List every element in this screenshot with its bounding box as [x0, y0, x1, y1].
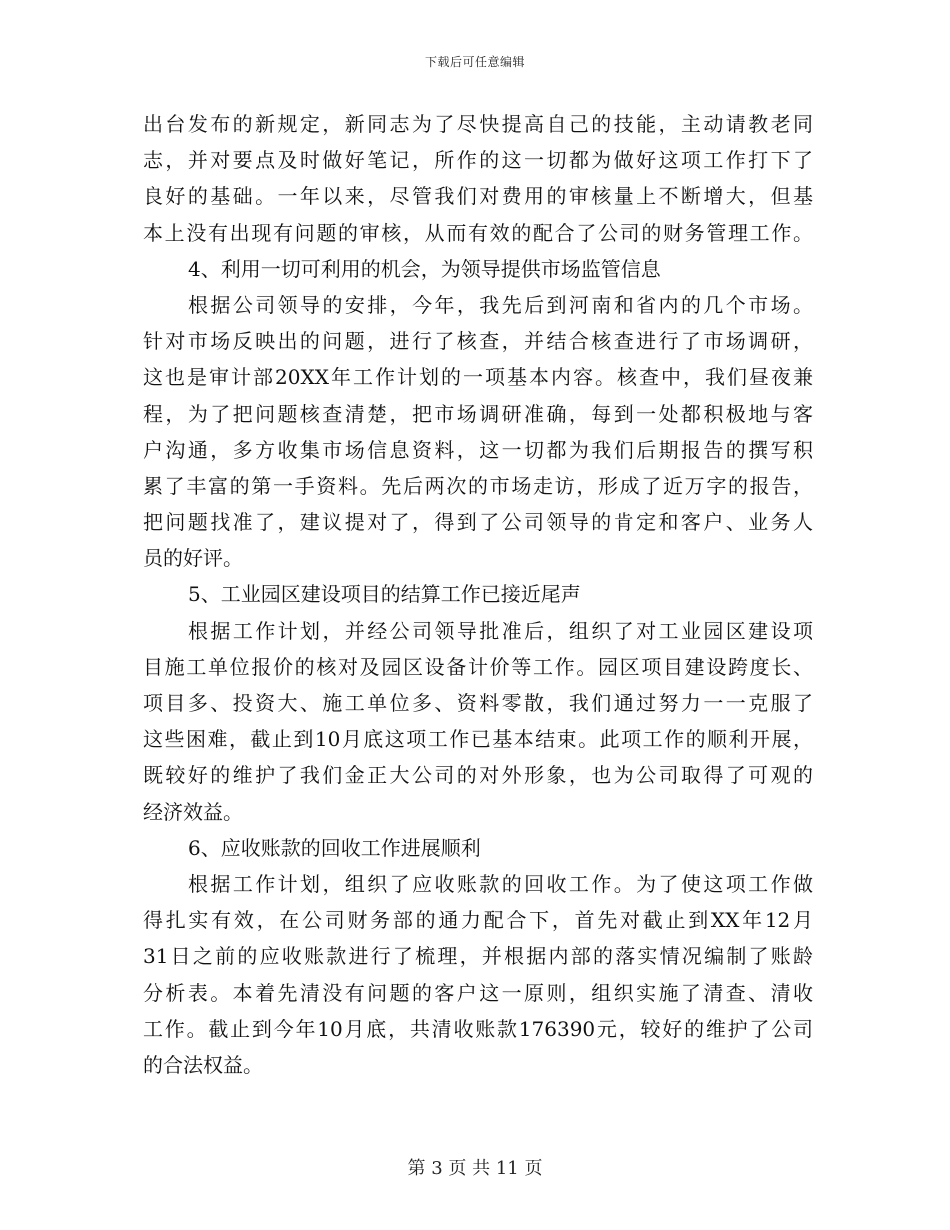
text-line: 程，为了把问题核查清楚，把市场调研准确，每到一处都积极地与客	[143, 401, 813, 426]
text-line: 志，并对要点及时做好笔记，所作的这一切都为做好这项工作打下了	[143, 148, 813, 173]
text-line: 根据工作计划，组织了应收账款的回收工作。为了使这项工作做	[188, 871, 813, 896]
text-line: 经济效益。	[143, 799, 243, 824]
section-heading-4: 4、利用一切可利用的机会，为领导提供市场监管信息	[188, 256, 661, 281]
text-line: 出台发布的新规定，新同志为了尽快提高自己的技能，主动请教老同	[143, 112, 813, 136]
text-line: 31日之前的应收账款进行了梳理，并根据内部的落实情况编制了账龄	[143, 944, 813, 969]
section-heading-5: 5、工业园区建设项目的结算工作已接近尾声	[188, 582, 581, 607]
page-header: 下载后可任意编辑	[424, 55, 525, 69]
page-footer: 第 3 页 共 11 页	[407, 1158, 543, 1179]
text-line: 把问题找准了，建议提对了，得到了公司领导的肯定和客户、业务人	[143, 510, 813, 535]
text-line: 既较好的维护了我们金正大公司的对外形象，也为公司取得了可观的	[143, 763, 813, 788]
text-line: 针对市场反映出的问题，进行了核查，并结合核查进行了市场调研，	[143, 329, 813, 354]
text-line: 的合法权益。	[143, 1052, 263, 1077]
text-line: 累了丰富的第一手资料。先后两次的市场走访，形成了近万字的报告，	[143, 473, 813, 498]
text-line: 这也是审计部20XX年工作计划的一项基本内容。核查中，我们昼夜兼	[143, 365, 813, 390]
text-line: 得扎实有效，在公司财务部的通力配合下，首先对截止到XX年12月	[143, 908, 813, 933]
text-line: 员的好评。	[143, 546, 243, 571]
text-line: 本上没有出现有问题的审核，从而有效的配合了公司的财务管理工作。	[143, 220, 813, 245]
text-line: 项目多、投资大、施工单位多、资料零散，我们通过努力一一克服了	[143, 691, 813, 715]
document-body	[143, 106, 813, 1083]
text-line: 工作。截止到今年10月底，共清收账款176390元，较好的维护了公司	[143, 1016, 813, 1041]
text-line: 分析表。本着先清没有问题的客户这一原则，组织实施了清查、清收	[143, 980, 813, 1005]
text-line: 这些困难，截止到10月底这项工作已基本结束。此项工作的顺利开展，	[143, 727, 813, 752]
text-line: 良好的基础。一年以来，尽管我们对费用的审核量上不断增大，但基	[143, 184, 813, 209]
text-line: 户沟通，多方收集市场信息资料，这一切都为我们后期报告的撰写积	[143, 437, 813, 462]
text-line: 根据公司领导的安排，今年，我先后到河南和省内的几个市场。	[188, 292, 813, 317]
text-line: 目施工单位报价的核对及园区设备计价等工作。园区项目建设跨度长、	[143, 654, 813, 679]
text-line: 根据工作计划，并经公司领导批准后，组织了对工业园区建设项	[188, 618, 813, 643]
section-heading-6: 6、应收账款的回收工作进展顺利	[188, 835, 481, 860]
